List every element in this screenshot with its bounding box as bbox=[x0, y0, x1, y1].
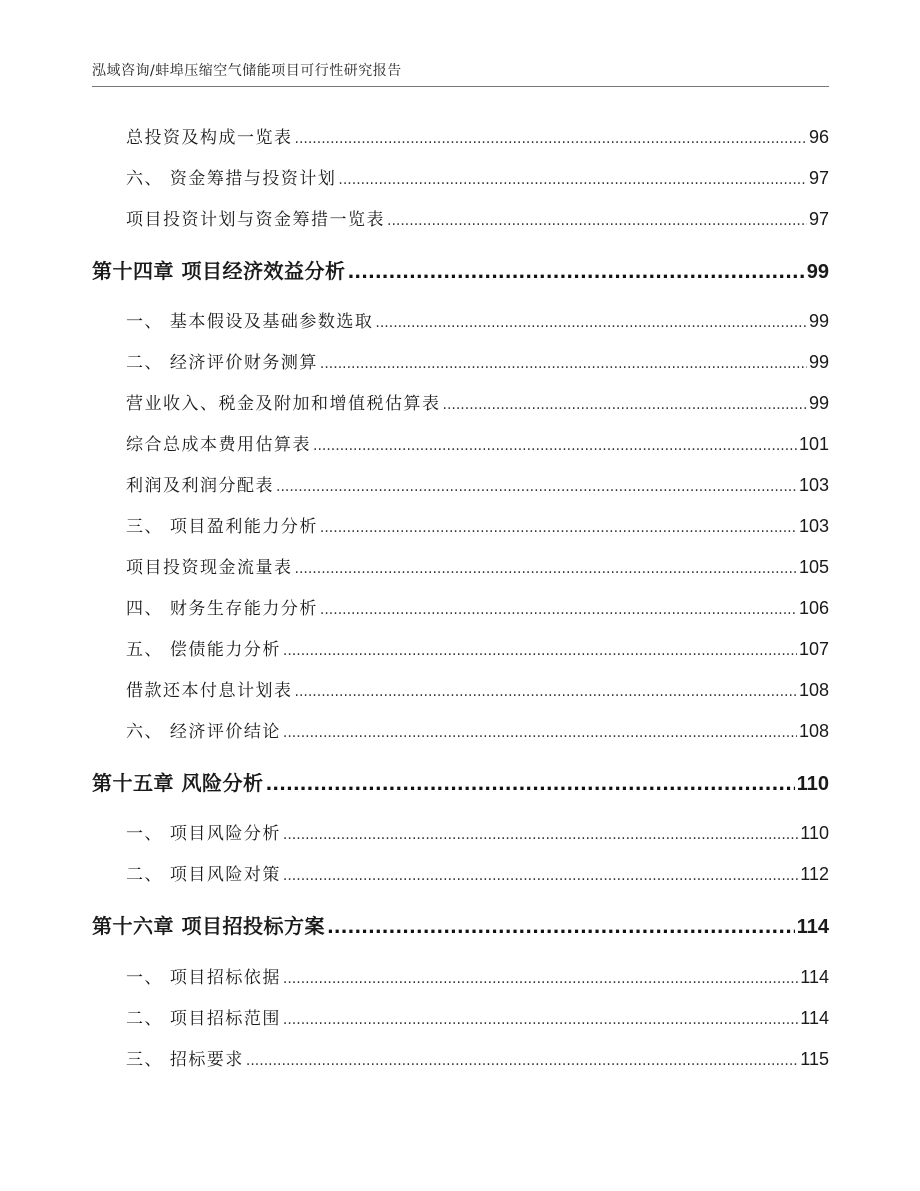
toc-entry-title: 四、 财务生存能力分析 bbox=[126, 599, 318, 619]
toc-entry[interactable] bbox=[126, 307, 829, 332]
toc-entry[interactable] bbox=[126, 553, 829, 578]
toc-entry[interactable] bbox=[126, 389, 829, 414]
toc-entry-title: 一、 基本假设及基础参数选取 bbox=[126, 312, 374, 332]
toc-chapter-title: 第十五章 风险分析 bbox=[92, 771, 264, 795]
toc-leader-dots bbox=[283, 827, 798, 843]
toc-chapter-page: 99 bbox=[806, 261, 829, 283]
toc-chapter-title: 第十六章 项目招投标方案 bbox=[92, 914, 325, 938]
toc-entry[interactable] bbox=[126, 963, 829, 988]
toc-entry[interactable] bbox=[126, 1004, 829, 1029]
toc-leader-dots bbox=[347, 262, 804, 283]
toc-entry-page: 99 bbox=[808, 393, 829, 413]
toc-entry[interactable] bbox=[126, 430, 829, 455]
toc-leader-dots bbox=[283, 1012, 798, 1028]
toc-leader-dots bbox=[283, 725, 797, 741]
toc-entry-page: 106 bbox=[798, 598, 829, 618]
toc-leader-dots bbox=[320, 356, 807, 372]
toc-entry-title: 一、 项目招标依据 bbox=[126, 968, 281, 988]
toc-entry-page: 108 bbox=[798, 721, 829, 741]
toc-entry-title: 二、 项目风险对策 bbox=[126, 865, 281, 885]
toc-leader-dots bbox=[295, 561, 797, 577]
toc-leader-dots bbox=[320, 520, 797, 536]
toc-entry-page: 101 bbox=[798, 434, 829, 454]
toc-leader-dots bbox=[295, 131, 807, 147]
toc-entry-title: 二、 经济评价财务测算 bbox=[126, 353, 318, 373]
toc-entry-title: 二、 项目招标范围 bbox=[126, 1009, 281, 1029]
toc-leader-dots bbox=[265, 774, 794, 795]
toc-leader-dots bbox=[276, 479, 797, 495]
toc-entry[interactable] bbox=[126, 1045, 829, 1070]
toc-entry[interactable] bbox=[126, 635, 829, 660]
toc-entry-title: 项目投资现金流量表 bbox=[126, 558, 293, 578]
toc-entry-page: 103 bbox=[798, 516, 829, 536]
toc-entry-title: 营业收入、税金及附加和增值税估算表 bbox=[126, 394, 441, 414]
toc-entry[interactable] bbox=[126, 205, 829, 230]
toc-entry-title: 借款还本付息计划表 bbox=[126, 681, 293, 701]
toc-entry-title: 六、 资金筹措与投资计划 bbox=[126, 169, 337, 189]
toc-entry-title: 项目投资计划与资金筹措一览表 bbox=[126, 210, 385, 230]
toc-entry[interactable] bbox=[126, 348, 829, 373]
toc-chapter-entry[interactable] bbox=[92, 767, 829, 796]
toc-leader-dots bbox=[246, 1053, 798, 1069]
toc-entry-title: 六、 经济评价结论 bbox=[126, 722, 281, 742]
toc-leader-dots bbox=[320, 602, 797, 618]
toc-leader-dots bbox=[295, 684, 797, 700]
toc-entry-page: 115 bbox=[800, 1049, 829, 1069]
toc-entry[interactable] bbox=[126, 164, 829, 189]
toc-entry-title: 三、 项目盈利能力分析 bbox=[126, 517, 318, 537]
toc-entry[interactable] bbox=[126, 860, 829, 885]
toc-entry-title: 三、 招标要求 bbox=[126, 1050, 244, 1070]
toc-entry[interactable] bbox=[126, 676, 829, 701]
toc-entry-page: 103 bbox=[798, 475, 829, 495]
toc-leader-dots bbox=[443, 397, 807, 413]
toc-entry-page: 97 bbox=[808, 168, 829, 188]
toc-entry[interactable] bbox=[126, 512, 829, 537]
toc-entry-title: 利润及利润分配表 bbox=[126, 476, 274, 496]
toc-leader-dots bbox=[387, 213, 807, 229]
toc-entry-page: 108 bbox=[798, 680, 829, 700]
toc-entry-title: 总投资及构成一览表 bbox=[126, 128, 293, 148]
toc-entry-page: 97 bbox=[808, 209, 829, 229]
toc-chapter-entry[interactable] bbox=[92, 910, 829, 939]
toc-leader-dots bbox=[283, 643, 797, 659]
toc-entry[interactable] bbox=[126, 717, 829, 742]
toc-chapter-page: 110 bbox=[796, 773, 829, 795]
toc-entry[interactable] bbox=[126, 819, 829, 844]
toc-chapter-title: 第十四章 项目经济效益分析 bbox=[92, 259, 346, 283]
toc-entry[interactable] bbox=[126, 471, 829, 496]
toc-entry-page: 99 bbox=[808, 311, 829, 331]
toc-entry[interactable] bbox=[126, 594, 829, 619]
toc-entry-title: 一、 项目风险分析 bbox=[126, 824, 281, 844]
toc-entry-page: 114 bbox=[800, 1008, 829, 1028]
toc-entry-page: 110 bbox=[800, 823, 829, 843]
toc-leader-dots bbox=[327, 917, 795, 938]
toc-entry-page: 114 bbox=[800, 967, 829, 987]
toc-leader-dots bbox=[283, 971, 798, 987]
toc-leader-dots bbox=[313, 438, 797, 454]
toc-entry[interactable] bbox=[126, 123, 829, 148]
toc-entry-page: 99 bbox=[808, 352, 829, 372]
toc-entry-title: 综合总成本费用估算表 bbox=[126, 435, 311, 455]
page-header: 泓域咨询/蚌埠压缩空气储能项目可行性研究报告 bbox=[92, 63, 402, 79]
toc-chapter-entry[interactable] bbox=[92, 255, 829, 284]
toc-entry-page: 105 bbox=[798, 557, 829, 577]
toc-entry-page: 96 bbox=[808, 127, 829, 147]
toc-leader-dots bbox=[283, 868, 798, 884]
toc-chapter-page: 114 bbox=[796, 916, 829, 938]
toc-entry-page: 107 bbox=[798, 639, 829, 659]
toc-entry-page: 112 bbox=[800, 864, 829, 884]
toc-leader-dots bbox=[375, 315, 807, 331]
toc-leader-dots bbox=[338, 172, 807, 188]
toc-entry-title: 五、 偿债能力分析 bbox=[126, 640, 281, 660]
